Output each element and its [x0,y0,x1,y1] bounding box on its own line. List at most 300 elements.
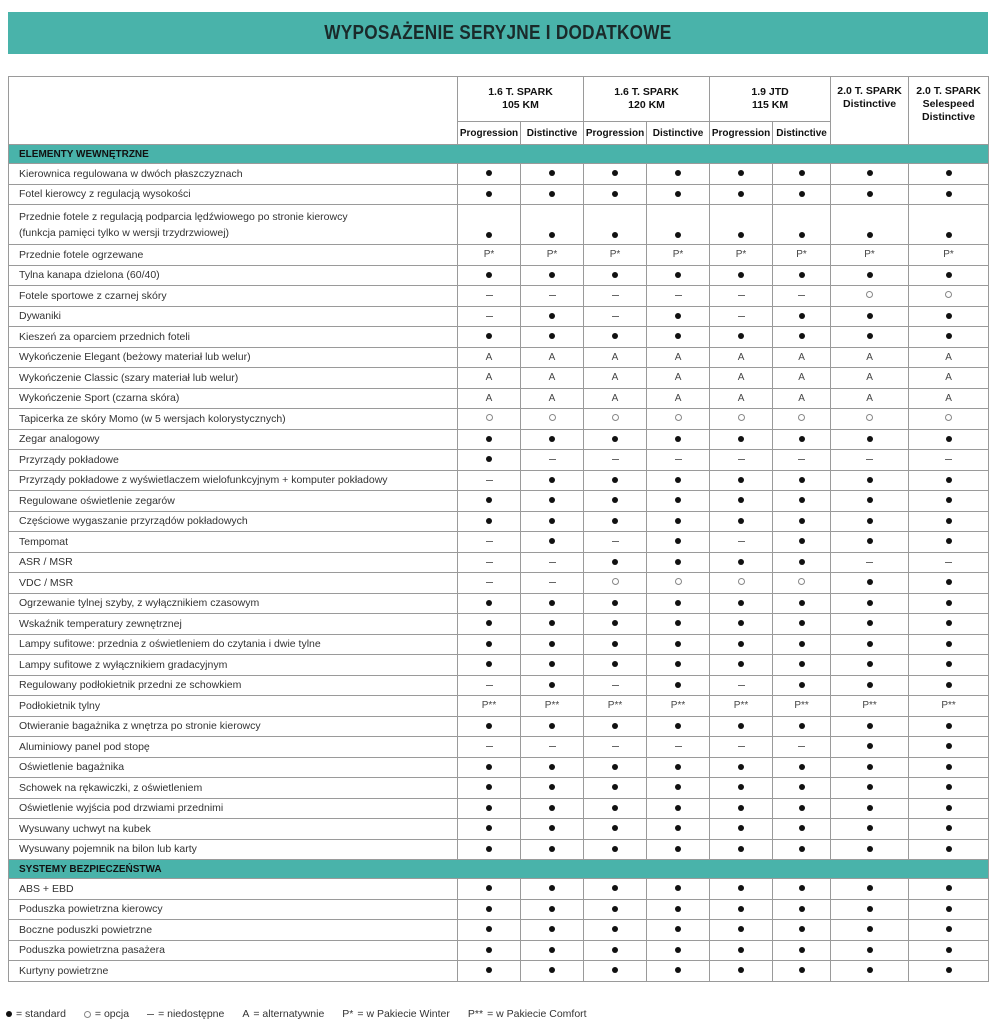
standard-dot-icon [946,232,952,238]
feature-value [584,920,647,941]
unavailable-dash-icon [675,746,682,747]
feature-value [521,205,584,245]
option-circle-icon [866,291,873,298]
feature-value [909,696,989,717]
feature-value [521,470,584,491]
feature-value [647,737,710,758]
feature-label: Schowek na rękawiczki, z oświetleniem [9,778,458,799]
feature-label: Fotel kierowcy z regulacją wysokości [9,184,458,205]
feature-label: Lampy sufitowe: przednia z oświetleniem do czytania i dwie tylne [9,634,458,655]
table-row [9,409,989,430]
standard-dot-icon [738,723,744,729]
standard-dot-icon [612,947,618,953]
feature-value [909,470,989,491]
unavailable-dash-icon [486,316,493,317]
standard-dot-icon [799,600,805,606]
standard-dot-icon [738,784,744,790]
feature-value [584,429,647,450]
standard-dot-icon [612,620,618,626]
standard-dot-icon [867,805,873,811]
feature-label: Oświetlenie bagażnika [9,757,458,778]
feature-value [584,716,647,737]
value-text: A [548,351,556,363]
feature-value [710,655,773,676]
feature-value [710,839,773,860]
feature-value [909,940,989,961]
feature-value [831,286,909,307]
feature-value [710,716,773,737]
feature-value [521,409,584,430]
feature-label: Wykończenie Elegant (beżowy materiał lub welur) [9,347,458,368]
feature-value [909,511,989,532]
feature-value [458,368,521,389]
feature-value [773,368,831,389]
standard-dot-icon [867,170,873,176]
feature-value [647,839,710,860]
standard-dot-icon [799,661,805,667]
unavailable-dash-icon [486,685,493,686]
feature-value [458,245,521,266]
feature-value [773,205,831,245]
feature-label: Kieszeń za oparciem przednich foteli [9,327,458,348]
header-corner-cell [9,77,458,145]
standard-dot-icon [867,497,873,503]
feature-value [647,798,710,819]
feature-value [710,614,773,635]
feature-value [831,347,909,368]
standard-dot-icon [799,620,805,626]
unavailable-dash-icon [612,295,619,296]
version-header: Progression [710,122,773,145]
feature-value [647,593,710,614]
feature-value [458,655,521,676]
standard-dot-icon [799,967,805,973]
feature-value [584,470,647,491]
standard-dot-icon [867,579,873,585]
standard-dot-icon [946,723,952,729]
feature-value [909,778,989,799]
standard-dot-icon [675,272,681,278]
standard-dot-icon [486,518,492,524]
feature-value [710,164,773,185]
feature-value [909,164,989,185]
standard-dot-icon [675,641,681,647]
feature-value [831,491,909,512]
feature-value [647,778,710,799]
feature-value [909,388,989,409]
standard-dot-icon [946,764,952,770]
table-row [9,920,989,941]
legend-text: = alternatywnie [253,1008,325,1020]
option-circle-icon [84,1011,91,1018]
feature-value [584,634,647,655]
feature-value [458,286,521,307]
feature-value [710,737,773,758]
feature-label: Aluminiowy panel pod stopę [9,737,458,758]
feature-value [584,839,647,860]
table-row [9,327,989,348]
feature-value [831,879,909,900]
value-text: A [737,351,745,363]
feature-value [710,429,773,450]
feature-value [909,409,989,430]
feature-value [831,552,909,573]
unavailable-dash-icon [798,295,805,296]
feature-value [458,347,521,368]
feature-value [458,450,521,471]
feature-value [831,511,909,532]
option-circle-icon [486,414,493,421]
standard-dot-icon [799,313,805,319]
standard-dot-icon [799,906,805,912]
feature-label: Fotele sportowe z czarnej skóry [9,286,458,307]
feature-value [831,778,909,799]
feature-value [584,388,647,409]
unavailable-dash-icon [612,685,619,686]
standard-dot-icon [549,805,555,811]
feature-value [831,184,909,205]
feature-value [458,940,521,961]
feature-value [584,778,647,799]
legend-item [342,1008,450,1020]
standard-dot-icon [738,641,744,647]
unavailable-dash-icon [675,295,682,296]
feature-value [584,164,647,185]
standard-dot-icon [486,906,492,912]
feature-value [773,675,831,696]
feature-value [909,552,989,573]
value-text: A [866,392,873,404]
feature-value [584,205,647,245]
feature-label: Tempomat [9,532,458,553]
feature-value [458,879,521,900]
feature-value [647,532,710,553]
standard-dot-icon [675,538,681,544]
standard-dot-icon [867,641,873,647]
legend-symbol: P* [342,1008,354,1020]
standard-dot-icon [675,947,681,953]
feature-value [521,532,584,553]
unavailable-dash-icon [549,746,556,747]
option-circle-icon [612,414,619,421]
feature-value [584,409,647,430]
standard-dot-icon [486,436,492,442]
option-circle-icon [945,291,952,298]
standard-dot-icon [738,846,744,852]
standard-dot-icon [738,805,744,811]
feature-value [831,532,909,553]
value-text: P** [733,700,749,712]
standard-dot-icon [946,620,952,626]
standard-dot-icon [549,333,555,339]
standard-dot-icon [549,191,555,197]
feature-label: Kierownica regulowana w dwóch płaszczyznach [9,164,458,185]
standard-dot-icon [612,723,618,729]
feature-value [909,798,989,819]
legend-item [6,1008,66,1020]
unavailable-dash-icon [486,541,493,542]
feature-value [773,819,831,840]
feature-value [773,940,831,961]
table-row [9,961,989,982]
feature-value [521,879,584,900]
feature-value [458,205,521,245]
feature-label: Regulowane oświetlenie zegarów [9,491,458,512]
feature-value [647,716,710,737]
table-row [9,532,989,553]
feature-value [773,879,831,900]
legend-text: = w Pakiecie Winter [357,1008,450,1020]
feature-value [647,573,710,594]
standard-dot-icon [738,518,744,524]
feature-value [458,573,521,594]
feature-value [710,778,773,799]
standard-dot-icon [867,682,873,688]
unavailable-dash-icon [486,480,493,481]
standard-dot-icon [549,764,555,770]
feature-value [647,675,710,696]
feature-value [521,164,584,185]
standard-dot-icon [675,497,681,503]
feature-value [647,450,710,471]
feature-value [458,737,521,758]
feature-value [521,696,584,717]
value-text: A [548,372,556,384]
feature-value [647,368,710,389]
standard-dot-icon [738,967,744,973]
feature-value [458,409,521,430]
standard-dot-icon [549,436,555,442]
value-text: P* [672,249,684,261]
standard-dot-icon [612,559,618,565]
feature-value [710,491,773,512]
feature-value [909,573,989,594]
feature-value [831,245,909,266]
feature-value [773,306,831,327]
value-text: P* [796,249,807,261]
feature-value [909,899,989,920]
feature-value [647,655,710,676]
feature-value [773,839,831,860]
standard-dot-icon [549,641,555,647]
standard-dot-icon [486,641,492,647]
standard-dot-icon [799,846,805,852]
feature-value [831,164,909,185]
feature-value [710,184,773,205]
feature-value [909,839,989,860]
table-row [9,696,989,717]
unavailable-dash-icon [945,562,952,563]
feature-value [584,879,647,900]
legend-item [84,1008,129,1020]
unavailable-dash-icon [866,562,873,563]
feature-value [710,899,773,920]
standard-dot-icon [867,906,873,912]
standard-dot-icon [946,272,952,278]
feature-value [584,655,647,676]
standard-dot-icon [612,497,618,503]
feature-value [831,757,909,778]
standard-dot-icon [675,559,681,565]
table-row [9,716,989,737]
feature-value [831,593,909,614]
feature-value [710,205,773,245]
option-circle-icon [798,578,805,585]
legend [6,1008,991,1020]
standard-dot-icon [486,272,492,278]
standard-dot-icon [675,906,681,912]
option-circle-icon [738,578,745,585]
standard-dot-icon [799,538,805,544]
feature-value [647,164,710,185]
standard-dot-icon [549,232,555,238]
value-text: P** [481,700,497,712]
standard-dot-icon [675,232,681,238]
standard-dot-icon [738,600,744,606]
feature-value [909,532,989,553]
feature-value [584,245,647,266]
standard-dot-icon [486,333,492,339]
value-text: P** [544,700,560,712]
standard-dot-icon [867,846,873,852]
standard-dot-icon [867,967,873,973]
standard-dot-icon [799,947,805,953]
standard-dot-icon [612,967,618,973]
standard-dot-icon [867,191,873,197]
standard-dot-icon [799,333,805,339]
feature-value [710,409,773,430]
table-row [9,245,989,266]
feature-value [584,450,647,471]
feature-value [647,879,710,900]
feature-value [909,655,989,676]
table-row [9,675,989,696]
feature-value [831,737,909,758]
feature-value [584,757,647,778]
legend-item [468,1008,587,1020]
table-row [9,819,989,840]
standard-dot-icon [946,947,952,953]
standard-dot-icon [549,661,555,667]
feature-value [831,819,909,840]
feature-label: Tapicerka ze skóry Momo (w 5 wersjach kolorystycznych) [9,409,458,430]
feature-value [909,614,989,635]
feature-value [584,961,647,982]
feature-value [584,532,647,553]
option-circle-icon [738,414,745,421]
value-text: P** [941,700,956,712]
version-header: Progression [584,122,647,145]
feature-value [647,614,710,635]
version-header: Distinctive [773,122,831,145]
feature-value [710,696,773,717]
feature-value [521,737,584,758]
feature-value [773,245,831,266]
standard-dot-icon [799,784,805,790]
standard-dot-icon [486,191,492,197]
feature-value [773,716,831,737]
standard-dot-icon [549,846,555,852]
table-row [9,470,989,491]
standard-dot-icon [738,825,744,831]
value-text: A [945,351,952,363]
feature-value [831,696,909,717]
table-row [9,940,989,961]
standard-dot-icon [612,333,618,339]
feature-value [521,245,584,266]
value-text: A [945,372,952,384]
feature-value [909,675,989,696]
standard-dot-icon [867,518,873,524]
standard-dot-icon [675,682,681,688]
standard-dot-icon [738,436,744,442]
feature-value [773,327,831,348]
standard-dot-icon [486,947,492,953]
standard-dot-icon [946,967,952,973]
feature-label: Ogrzewanie tylnej szyby, z wyłącznikiem czasowym [9,593,458,614]
standard-dot-icon [946,333,952,339]
feature-label: Zegar analogowy [9,429,458,450]
feature-value [773,552,831,573]
feature-label: Oświetlenie wyjścia pod drzwiami przednimi [9,798,458,819]
standard-dot-icon [486,456,492,462]
table-row [9,573,989,594]
standard-dot-icon [946,906,952,912]
feature-label: Wykończenie Sport (czarna skóra) [9,388,458,409]
standard-dot-icon [549,825,555,831]
feature-value [458,552,521,573]
feature-value [909,491,989,512]
standard-dot-icon [738,191,744,197]
engine-header: 1.9 JTD 115 KM [710,77,831,122]
standard-dot-icon [549,497,555,503]
value-text: A [611,372,619,384]
standard-dot-icon [675,764,681,770]
feature-value [584,184,647,205]
feature-value [584,593,647,614]
standard-dot-icon [612,600,618,606]
standard-dot-icon [799,191,805,197]
value-text: P** [670,700,686,712]
standard-dot-icon [549,723,555,729]
feature-value [647,286,710,307]
feature-value [458,614,521,635]
feature-value [831,470,909,491]
standard-dot-icon [612,825,618,831]
standard-dot-icon [675,477,681,483]
feature-value [773,265,831,286]
standard-dot-icon [549,477,555,483]
standard-dot-icon [486,232,492,238]
table-row [9,593,989,614]
feature-value [710,940,773,961]
standard-dot-icon [612,906,618,912]
standard-dot-icon [486,885,492,891]
standard-dot-icon [799,926,805,932]
feature-value [773,778,831,799]
feature-value [458,757,521,778]
feature-value [521,388,584,409]
feature-value [773,286,831,307]
feature-value [909,757,989,778]
standard-dot-icon [549,600,555,606]
feature-label: Tylna kanapa dzielona (60/40) [9,265,458,286]
feature-value [647,205,710,245]
feature-value [909,737,989,758]
standard-dot-icon [799,477,805,483]
table-row [9,552,989,573]
feature-value [710,245,773,266]
